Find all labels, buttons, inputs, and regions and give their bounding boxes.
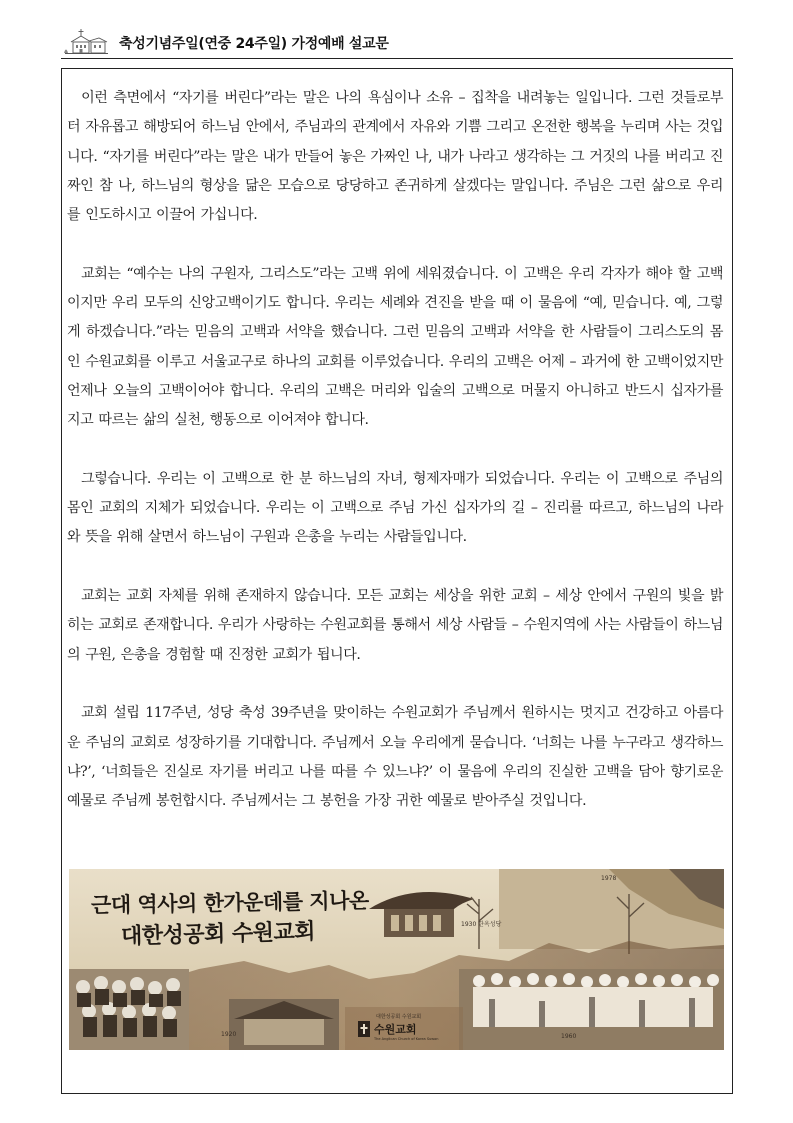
church-history-banner	[69, 869, 724, 1050]
banner-calligraphy-line2: 대한성공회 수원교회	[120, 918, 316, 950]
year-label: 1960	[561, 1033, 577, 1040]
paragraph: 그렇습니다. 우리는 이 고백으로 한 분 하느님의 자녀, 형제자매가 되었습니다. 우리는 이 고백으로 주님의 몸인 교회의 지체가 되었습니다. 우리는 이 고백으로 주님 가신 십자가의 길 – 진리를 따르고, 하느님의 나라와 뜻을 위해 살면서 하느님이 구원과 은총을 누리는 사람들입니다.	[67, 470, 723, 546]
paragraph: 교회 설립 117주년, 성당 축성 39주년을 맞이하는 수원교회가 주님께서 원하시는 멋지고 건강하고 아름다운 주님의 교회로 성장하기를 기대합니다. 주님께서 오늘 우리에게 묻습니다. ‘너희는 나를 누구라고 생각하느냐?’, ‘너희들은 진실로 자기를 버리고 나를 따를 수 있느냐?’ 이 물음에 우리의 진실한 고백을 담아 향기로운 예물로 주님께 봉헌합시다. 주님께서는 그 봉헌을 가장 귀한 예물로 받아주실 것입니다.	[67, 705, 723, 810]
photo-caption: 1930 한옥성당	[461, 921, 502, 928]
paragraph: 교회는 교회 자체를 위해 존재하지 않습니다. 모든 교회는 세상을 위한 교회 – 세상 안에서 구원의 빛을 밝히는 교회로 존재합니다. 우리가 사랑하는 수원교회를 통해서 세상 사람들 – 수원지역에 사는 사람들이 하느님의 구원, 은총을 경험할 때 진정한 교회가 됩니다.	[67, 588, 723, 663]
cross-logo-icon	[358, 1021, 370, 1037]
banner-calligraphy-line1: 근대 역사의 한가운데를 지나온	[90, 887, 369, 918]
church-building-icon	[63, 28, 109, 56]
page-title: 축성기념주일(연중 24주일) 가정예배 설교문	[119, 36, 389, 52]
logo-small-caption: 대한성공회 수원교회	[376, 1014, 422, 1020]
logo-sub: The Anglican Church of Korea Suwon	[374, 1037, 439, 1041]
sermon-body	[67, 84, 723, 816]
paragraph: 교회는 “예수는 나의 구원자, 그리스도”라는 고백 위에 세워졌습니다. 이 고백은 우리 각자가 해야 할 고백이지만 우리 모두의 신앙고백이기도 합니다. 우리는 세례와 견진을 받을 때 이 물음에 “예, 믿습니다. 예, 그렇게 하겠습니다.”라는 믿음의 고백과 서약을 했습니다. 그런 믿음의 고백과 서약을 한 사람들이 그리스도의 몸인 수원교회를 이루고 서울교구로 하나의 교회를 이루었습니다. 우리의 고백은 어제 – 과거에 한 고백이었지만 언제나 오늘의 고백이어야 합니다. 우리의 고백은 머리와 입술의 고백으로 머물지 아니하고 반드시 십자가를 지고 따르는 삶의 실천, 행동으로 이어져야 합니다.	[67, 265, 723, 429]
paragraph: 이런 측면에서 “자기를 버린다”라는 말은 나의 욕심이나 소유 – 집착을 내려놓는 일입니다. 그런 것들로부터 자유롭고 해방되어 하느님 안에서, 주님과의 관계에서 자유와 기쁨 그리고 온전한 행복을 누리며 사는 것입니다. “자기를 버린다”라는 말은 내가 만들어 놓은 가짜인 나, 내가 나라고 생각하는 그 거짓의 나를 버리고 진짜인 참 나, 하느님의 형상을 닮은 모습으로 당당하고 존귀하게 살겠다는 말입니다. 주님은 그런 삶으로 우리를 인도하시고 이끌어 가십니다.	[67, 90, 723, 224]
year-label: 1920	[221, 1031, 237, 1038]
page-header	[61, 26, 733, 59]
logo-label: 수원교회	[374, 1023, 417, 1036]
year-label: 1978	[601, 875, 617, 882]
church-logo	[356, 1013, 456, 1047]
